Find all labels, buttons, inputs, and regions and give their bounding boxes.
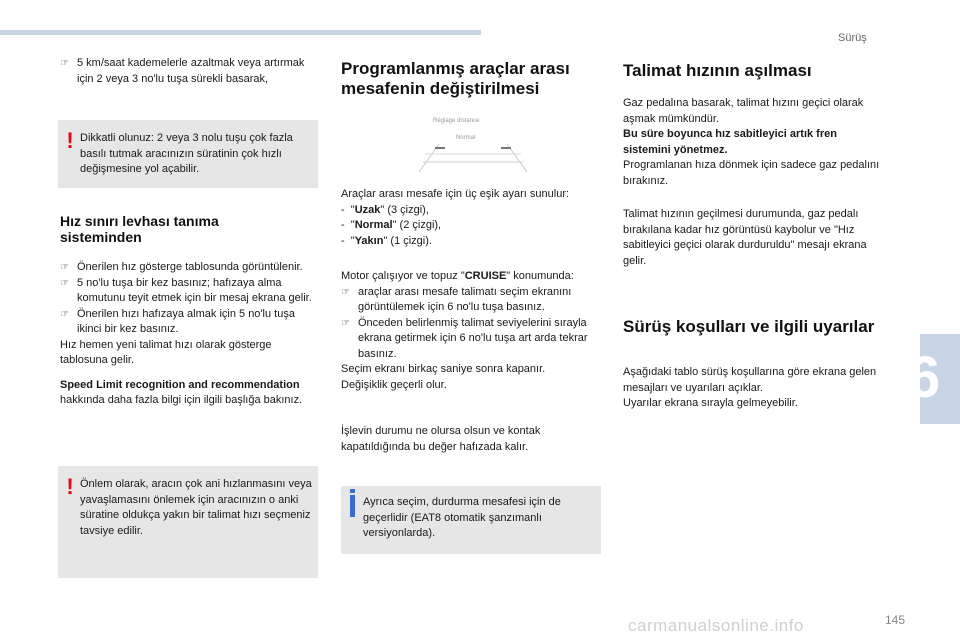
middle-text-block <box>341 187 603 455</box>
right-text-block-2 <box>623 365 885 412</box>
pointer-icon: ☞ <box>341 317 350 329</box>
conditions-text: Aşağıdaki tablo sürüş koşullarına göre ekrana gelen mesajları ve uyarıları açıklar. <box>623 366 877 394</box>
pointer-icon: ☞ <box>341 286 350 298</box>
car-marker-right <box>501 147 511 149</box>
pointer-icon: ☞ <box>60 277 69 289</box>
after-steps-2: Değişiklik geçerli olur. <box>341 378 447 391</box>
heading-distance: Programlanmış araçlar arası mesafenin değiştirilmesi <box>341 59 570 98</box>
option-uzak: - "Uzak" (3 çizgi), <box>341 203 429 216</box>
car-marker-left <box>435 147 445 149</box>
exclamation-icon: ! <box>66 474 74 499</box>
after-steps-1: Seçim ekranı birkaç saniye sonra kapanır. <box>341 363 546 375</box>
reference-rest: hakkında daha fazla bilgi için ilgili başlığa bakınız. <box>60 394 303 406</box>
left-bullet-list <box>60 260 318 409</box>
bullet-text: 5 km/saat kademelerle azaltmak veya artırmak için 2 veya 3 no'lu tuşa sürekli basarak, <box>77 57 305 85</box>
heading-driving-conditions: Sürüş koşulları ve ilgili uyarılar <box>623 317 875 336</box>
engine-line: Motor çalışıyor ve topuz "CRUISE" konumunda: <box>341 270 574 282</box>
after-bullets-text: Hız hemen yeni talimat hızı olarak gösterge tablosuna gelir. <box>60 338 272 366</box>
warning-box-2 <box>58 466 318 578</box>
exclamation-icon: ! <box>66 128 74 153</box>
option-yakin: - "Yakın" (1 çizgi). <box>341 234 432 247</box>
section-title: Sürüş <box>838 32 867 44</box>
heading-speed-limit: Hız sınırı levhası tanıma sisteminden <box>60 213 219 245</box>
warning-text: Dikkatli olunuz: 2 veya 3 nolu tuşu çok fazla basılı tutmak aracınızın süratinin çok hızlı değişmesine yol açabilir. <box>80 132 293 175</box>
step-text: Önceden belirlenmiş talimat seviyelerini sırayla ekrana getirmek için 6 no'lu tuşa art arda tekrar basınız. <box>358 316 588 360</box>
list-item: Önerilen hız gösterge tablosunda görüntülenir. <box>77 261 303 273</box>
exceed-text: Gaz pedalına basarak, talimat hızını geçici olarak aşmak mümkündür. <box>623 97 864 125</box>
info-box <box>341 486 601 554</box>
step-text: araçlar arası mesafe talimatı seçim ekranını görüntülemek için 6 no'lu tuşa basınız. <box>358 285 572 313</box>
reference-paragraph <box>60 378 318 409</box>
list-item: Önerilen hızı hafızaya almak için 5 no'lu tuşa ikinci bir kez basınız. <box>77 307 295 335</box>
conditions-note: Uyarılar ekrana sırayla gelmeyebilir. <box>623 397 798 409</box>
heading-exceed: Talimat hızının aşılması <box>623 61 812 80</box>
left-bullet-1 <box>60 56 318 87</box>
distance-setting-diagram <box>413 114 533 180</box>
pointer-icon: ☞ <box>60 58 69 69</box>
exceed-end-text: Programlanan hıza dönmek için sadece gaz pedalını bırakınız. <box>623 159 880 187</box>
top-accent-bar <box>0 30 481 35</box>
diagram-value: Normal <box>456 135 476 141</box>
info-icon <box>350 495 355 517</box>
memory-text: İşlevin durumu ne olursa olsun ve kontak kapatıldığında bu değer hafızada kalır. <box>341 425 541 453</box>
reference-bold: Speed Limit recognition and recommendation <box>60 378 300 391</box>
pointer-icon: ☞ <box>60 262 69 273</box>
intro-text: Araçlar arası mesafe için üç eşik ayarı sunulur: <box>341 188 570 200</box>
option-normal: - "Normal" (2 çizgi), <box>341 219 442 231</box>
exceed-bold-text: Bu süre boyunca hız sabitleyici artık fren sistemini yönetmez. <box>623 128 837 156</box>
pointer-icon: ☞ <box>60 308 69 320</box>
footer-watermark: carmanualsonline.info <box>628 616 804 635</box>
chapter-number: 6 <box>908 345 941 410</box>
warning-text: Önlem olarak, aracın çok ani hızlanmasını veya yavaşlamasını önlemek için aracınızın o anki süratine oldukça yakın bir talimat hızı seçmeniz tavsiye edilir. <box>80 478 312 537</box>
diagram-title: Réglage distance <box>433 118 480 124</box>
right-text-block-1 <box>623 96 885 269</box>
warning-box-1 <box>58 120 318 188</box>
page-number: 145 <box>885 613 906 627</box>
exceed-paragraph-2: Talimat hızının geçilmesi durumunda, gaz pedalı bırakılana kadar hız görüntüsü kaybolur ve "Hız sabitleyici geçici olarak durduruldu" mesajı ekrana gelir. <box>623 208 867 267</box>
list-item: 5 no'lu tuşa bir kez basınız; hafızaya alma komutunu teyit etmek için bir mesaj ekrana gelir. <box>77 276 312 304</box>
info-text: Ayrıca seçim, durdurma mesafesi için de geçerlidir (EAT8 otomatik şanzımanlı versiyonlarda). <box>363 496 561 539</box>
